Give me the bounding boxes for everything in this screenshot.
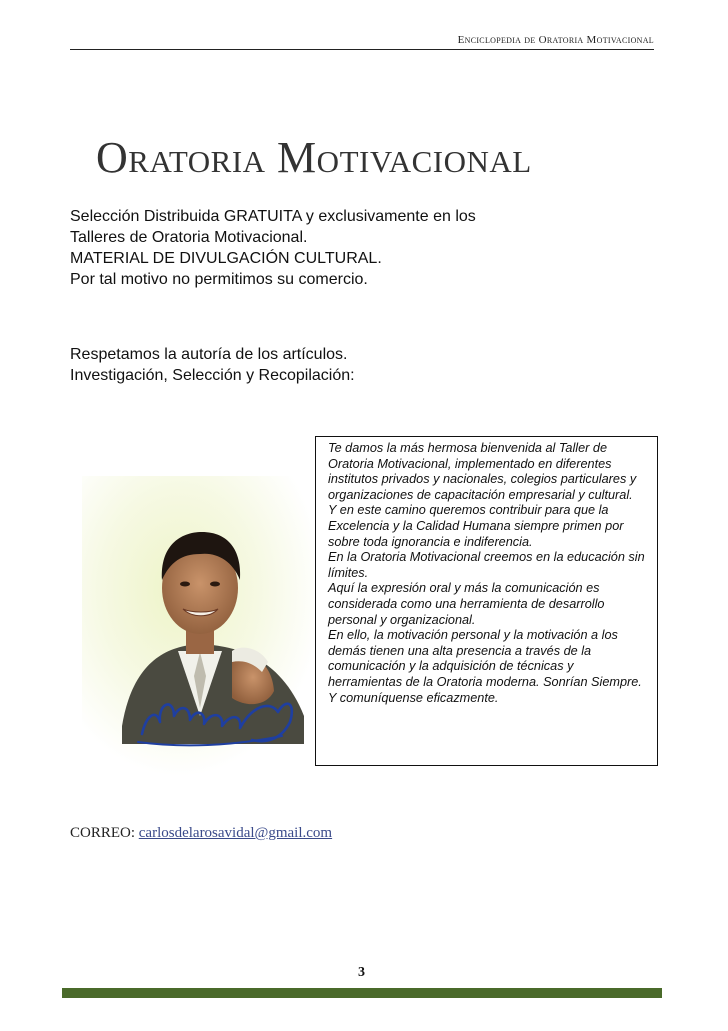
- welcome-paragraph: En ello, la motivación personal y la motivación a los demás tienen una alta presencia a través de la comunicación y la adquisición de técnicas y herramientas de la Oratoria moderna. Sonrían Siempre. Y comuníquense eficazmente.: [328, 628, 642, 705]
- credits-line: Investigación, Selección y Recopilación:: [70, 367, 355, 384]
- welcome-paragraph: Aquí la expresión oral y más la comunicación es considerada como una herramienta de desarrollo personal y organizacional.: [328, 581, 605, 627]
- page-number: 3: [358, 965, 365, 980]
- contact-line: [70, 825, 332, 842]
- author-photo: [82, 476, 314, 776]
- page-title: Oratoria Motivacional: [96, 133, 532, 182]
- intro-line: Selección Distribuida GRATUITA y exclusivamente en los: [70, 208, 476, 225]
- intro-line: MATERIAL DE DIVULGACIÓN CULTURAL.: [70, 250, 382, 267]
- contact-email-link[interactable]: carlosdelarosavidal@gmail.com: [138, 825, 333, 841]
- credits-line: Respetamos la autoría de los artículos.: [70, 346, 348, 363]
- intro-line: Talleres de Oratoria Motivacional.: [70, 229, 308, 246]
- intro-line: Por tal motivo no permitimos su comercio.: [70, 271, 368, 288]
- welcome-paragraph: Te damos la más hermosa bienvenida al Taller de Oratoria Motivacional, implementado en diferentes institutos privados y nacionales, colegios particulares y organizaciones de capacitación empresarial y cultural.: [328, 441, 637, 502]
- running-header-title: Enciclopedia de Oratoria Motivacional: [457, 34, 654, 46]
- author-portrait-illustration: [82, 476, 314, 776]
- credits-block: [70, 344, 355, 386]
- welcome-paragraph: Y en este camino queremos contribuir para que la Excelencia y la Calidad Humana siempre primen por sobre toda ignorancia e indiferencia.: [328, 503, 624, 549]
- intro-block: [70, 206, 476, 290]
- welcome-message-box: [315, 436, 658, 766]
- header-rule: [70, 49, 654, 50]
- footer-bar: [62, 988, 662, 998]
- contact-label: CORREO:: [70, 825, 136, 841]
- welcome-paragraph: En la Oratoria Motivacional creemos en la educación sin límites.: [328, 550, 645, 580]
